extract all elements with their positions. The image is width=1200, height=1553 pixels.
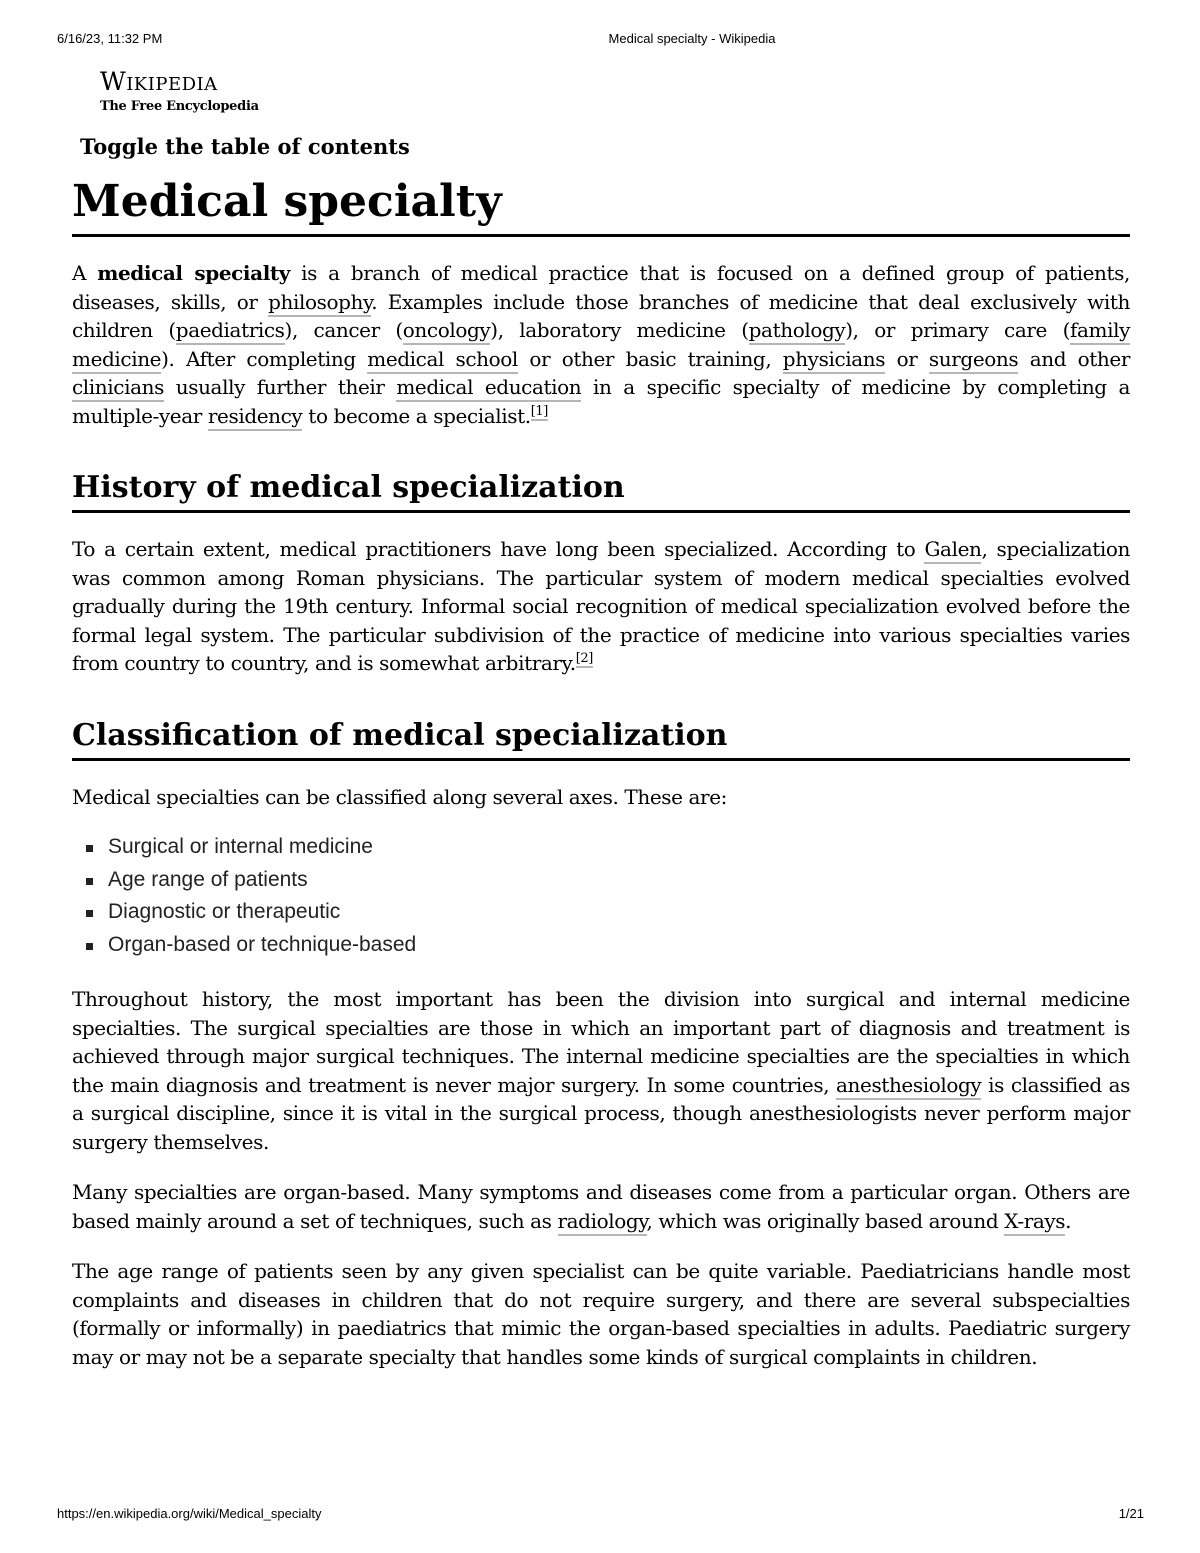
link-galen[interactable]: Galen <box>924 537 981 564</box>
page-title: Medical specialty <box>72 172 1130 237</box>
logo-tagline: The Free Encyclopedia <box>100 99 259 114</box>
link-surgeons[interactable]: surgeons <box>929 347 1018 374</box>
article-content <box>72 172 1130 1371</box>
link-medical-education[interactable]: medical education <box>396 375 581 402</box>
list-item: Surgical or internal medicine <box>72 831 1130 864</box>
link-residency[interactable]: residency <box>208 404 302 431</box>
link-physicians[interactable]: physicians <box>783 347 885 374</box>
link-clinicians[interactable]: clinicians <box>72 375 164 402</box>
classification-lead: Medical specialties can be classified along several axes. These are: <box>72 784 727 809</box>
age-range-paragraph: The age range of patients seen by any given specialist can be quite variable. Paediatricians handle most complaints and diseases in children that do not require surgery, and there are several subspecialties (formally or informally) in paediatrics that mimic the organ-based specialties in adults. Paediatric surgery may or may not be a separate specialty that handles some kinds of surgical complaints in children. <box>72 1259 1130 1369</box>
link-philosophy[interactable]: philosophy <box>268 290 371 317</box>
link-paediatrics[interactable]: paediatrics <box>176 318 285 345</box>
wikipedia-logo[interactable] <box>100 68 259 115</box>
intro-paragraph: A medical specialty is a branch of medical practice that is focused on a defined group of patients, diseases, skills, or philosophy. Examples include those branches of medicine that deal exclusively with children (paediatrics), cancer (oncology), laboratory medicine (pathology), or primary care (family medicine). After completing medical school or other basic training, physicians or surgeons and other clinicians usually further their medical education in a specific specialty of medicine by completing a multiple-year residency to become a specialist.[1] <box>72 259 1130 430</box>
print-header <box>0 31 1200 49</box>
list-item: Organ-based or technique-based <box>72 929 1130 962</box>
link-medical-school[interactable]: medical school <box>367 347 518 374</box>
citation-ref-1[interactable]: [1] <box>530 403 548 419</box>
link-x-rays[interactable]: X-rays <box>1004 1209 1065 1236</box>
term-bold: medical specialty <box>97 261 290 285</box>
list-item: Age range of patients <box>72 864 1130 897</box>
axes-list <box>72 831 1130 961</box>
print-page-number: 1/21 <box>1118 1506 1144 1521</box>
citation-ref-2[interactable]: [2] <box>575 651 593 667</box>
print-footer <box>0 1506 1200 1524</box>
heading-classification: Classification of medical specialization <box>72 716 1130 761</box>
link-family-medicine[interactable]: family medicine <box>72 318 1130 374</box>
link-anesthesiology[interactable]: anesthesiology <box>836 1073 981 1100</box>
print-datetime: 6/16/23, 11:32 PM <box>57 31 163 46</box>
print-url: https://en.wikipedia.org/wiki/Medical_specialty <box>57 1506 322 1521</box>
link-oncology[interactable]: oncology <box>403 318 491 345</box>
list-item: Diagnostic or therapeutic <box>72 896 1130 929</box>
print-page-title: Medical specialty - Wikipedia <box>608 31 776 46</box>
surgical-internal-paragraph: Throughout history, the most important has been the division into surgical and internal medicine specialties. The surgical specialties are those in which an important part of diagnosis and treatment is achieved through major surgical techniques. The internal medicine specialties are the specialties in which the main diagnosis and treatment is never major surgery. In some countries, anesthesiology is classified as a surgical discipline, since it is vital in the surgical process, though anesthesiologists never perform major surgery themselves. <box>72 987 1130 1154</box>
logo-wordmark: Wikipedia <box>100 67 218 96</box>
link-pathology[interactable]: pathology <box>749 318 846 345</box>
organ-based-paragraph: Many specialties are organ-based. Many symptoms and diseases come from a particular organ. Others are based mainly around a set of techniques, such as radiology, which was originally based around X-rays. <box>72 1178 1130 1235</box>
heading-history: History of medical specialization <box>72 468 1130 513</box>
link-radiology[interactable]: radiology <box>558 1209 647 1236</box>
toggle-toc-button[interactable]: Toggle the table of contents <box>80 134 410 159</box>
history-paragraph: To a certain extent, medical practitioners have long been specialized. According to Galen, specialization was common among Roman physicians. The particular system of modern medical specialties evolved gradually during the 19th century. Informal social recognition of medical specialization evolved before the formal legal system. The particular subdivision of the practice of medicine into various specialties varies from country to country, and is somewhat arbitrary.[2] <box>72 537 1130 675</box>
